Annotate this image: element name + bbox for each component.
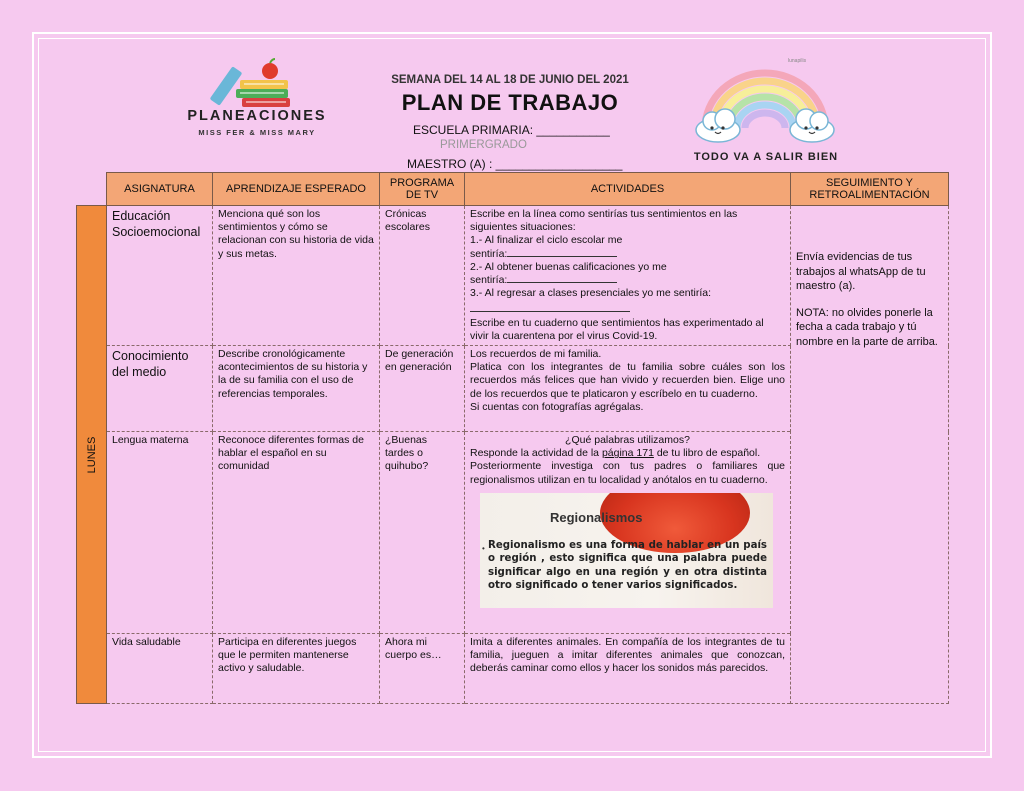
subject-cell: Lengua materna [107,432,213,634]
activity-text: Responde la actividad de la [470,447,600,460]
activity-text: Escribe en la línea como sentirías tus sentimientos en las siguientes situaciones: [470,208,738,234]
learning-cell: Participa en diferentes juegos que le permiten mantenerse activo y saludable. [213,634,380,704]
grade-label: PRIMERGRADO [440,139,527,151]
header-programa: PROGRAMA DE TV [380,173,465,206]
learning-cell: Describe cronológicamente acontecimientos de su historia y la de su familia con el uso de referencias temporales. [213,346,380,432]
subject-cell: Vida saludable [107,634,213,704]
activity-text: Posteriormente investiga con tus padres o familiares que regionalismos utilizan en tu localidad y anótalos en tu cuaderno. [470,460,785,486]
table-header-row [77,173,949,206]
school-field: ESCUELA PRIMARIA: ___________ [413,123,610,137]
plan-table [76,172,949,704]
logo-title: PLANEACIONES [187,108,327,124]
subject-cell: Educación Socioemocional [107,206,213,346]
activity-text: 3.- Al regresar a clases presenciales yo me sentiría: [470,287,712,300]
subject-cell: Conocimiento del medio [107,346,213,432]
activity-heading: ¿Qué palabras utilizamos? [565,434,690,447]
tv-cell: Ahora mi cuerpo es… [380,634,465,704]
header-seguimiento: SEGUIMIENTO Y RETROALIMENTACIÓN [791,173,949,206]
answer-line[interactable] [507,256,617,257]
page-title: PLAN DE TRABAJO [401,90,619,115]
regionalismos-image [480,493,773,608]
activities-cell: Imita a diferentes animales. En compañía de los integrantes de tu familia, jueguen a imitar diferentes animales que conozcan, deberás caminar como ellos y hacer los sonidos más parecidos. [465,634,791,704]
activity-text: Los recuerdos de mi familia. [470,348,602,361]
header-aprendizaje: APRENDIZAJE ESPERADO [213,173,380,206]
header-blank [77,173,107,206]
page-reference-link[interactable]: página 171 [601,447,654,460]
day-label: LUNES [85,436,98,473]
activity-text: Escribe en tu cuaderno que sentimientos has experimentado al vivir la cuarentena por el virus Covid-19. [470,316,764,342]
activity-text: Platica con los integrantes de tu familia sobre cuáles son los recuerdos más felices que han vivido y recuerden bien. Elige uno de los recuerdos que te platicaron y escríbelo en tu cuaderno. [470,361,785,400]
followup-note: NOTA: no olvides ponerle la fecha a cada trabajo y tú nombre en la parte de arriba. [796,306,938,348]
image-title: Regionalismos [550,509,643,525]
tv-cell: Crónicas escolares [380,206,465,346]
activity-text: 1.- Al finalizar el ciclo escolar me [470,234,623,247]
rainbow-tag: lunapilis [788,58,807,64]
learning-cell: Reconoce diferentes formas de hablar el español en su comunidad [213,432,380,634]
teacher-field: MAESTRO (A) : ___________________ [407,157,623,171]
answer-line[interactable] [507,282,617,283]
activities-cell [465,432,791,634]
bullet-icon: • [482,543,485,553]
rainbow-icon [690,58,840,148]
activity-text: sentiría: [470,247,508,260]
image-text: Regionalismo es una forma de hablar en un país o región , esto significa que una palabra puede significar algo en una región y en otra distinta otro significado o tener varios significados. [488,539,767,592]
tv-cell: De generación en generación [380,346,465,432]
answer-line[interactable] [470,300,630,312]
activity-text: de tu libro de español. [656,447,761,460]
activities-cell [465,346,791,432]
activity-text: sentiría: [470,274,508,287]
table-row [77,206,949,346]
rainbow-caption: TODO VA A SALIR BIEN [693,151,839,163]
activity-text: Si cuentas con fotografías agrégalas. [470,400,644,413]
followup-cell [791,206,949,704]
followup-text: Envía evidencias de tus trabajos al whatsApp de tu maestro (a). [796,251,926,292]
tv-cell: ¿Buenas tardes o quihubo? [380,432,465,634]
day-label-cell [77,206,107,704]
header-actividades: ACTIVIDADES [465,173,791,206]
activities-cell [465,206,791,346]
header-asignatura: ASIGNATURA [107,173,213,206]
learning-cell: Menciona qué son los sentimientos y cómo se relacionan con su historia de vida y sus metas. [213,206,380,346]
activity-text: 2.- Al obtener buenas calificaciones yo me [470,260,667,273]
logo-subtitle: MISS FER & MISS MARY [198,128,316,137]
week-label: SEMANA DEL 14 AL 18 DE JUNIO DEL 2021 [391,74,629,86]
